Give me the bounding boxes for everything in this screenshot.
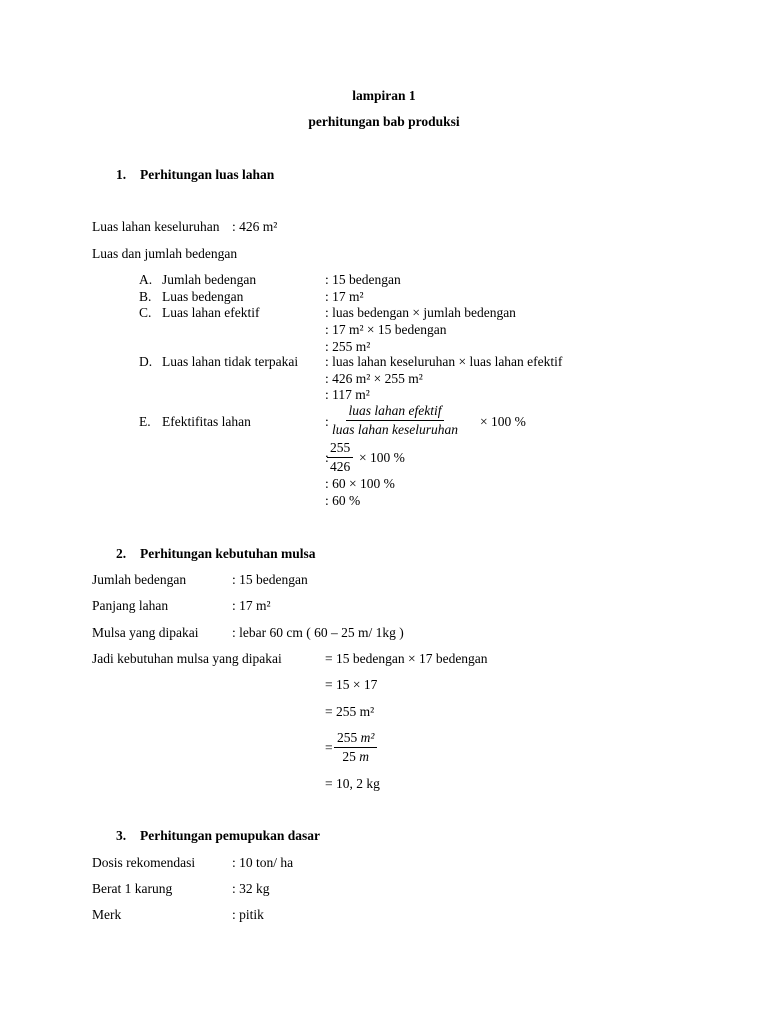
denominator-number: 25 bbox=[342, 748, 356, 764]
section-1-heading: Perhitungan luas lahan bbox=[140, 167, 275, 182]
document-title: lampiran 1 bbox=[352, 88, 416, 103]
mulch-equation: = 255 m² bbox=[325, 704, 375, 719]
numerator-unit: m² bbox=[360, 730, 375, 745]
item-c-line: : 17 m² × 15 bedengan bbox=[325, 322, 447, 337]
item-a-label: Jumlah bedengan bbox=[162, 272, 257, 287]
item-c-letter: C. bbox=[139, 305, 152, 320]
fraction-denominator: luas lahan keseluruhan bbox=[332, 421, 458, 437]
section-3-heading: Perhitungan pemupukan dasar bbox=[140, 828, 321, 843]
item-d-line: : luas lahan keseluruhan × luas lahan efektif bbox=[325, 354, 563, 369]
row-value: : 10 ton/ ha bbox=[232, 855, 294, 870]
fraction-denominator: 426 bbox=[330, 458, 351, 474]
numerator-number: 255 bbox=[337, 730, 358, 745]
beds-intro: Luas dan jumlah bedengan bbox=[92, 246, 238, 261]
efficiency-fraction bbox=[329, 404, 461, 436]
fraction-numerator: luas lahan efektif bbox=[346, 404, 445, 421]
section-3-number: 3. bbox=[116, 828, 127, 843]
item-d-letter: D. bbox=[139, 354, 153, 369]
row-value: : pitik bbox=[232, 907, 264, 922]
item-b-letter: B. bbox=[139, 289, 152, 304]
item-d-line: : 426 m² × 255 m² bbox=[325, 371, 423, 386]
item-d-line: : 117 m² bbox=[325, 387, 370, 402]
item-e-colon: : bbox=[325, 414, 329, 429]
efficiency-fraction-values bbox=[327, 441, 353, 473]
item-a-letter: A. bbox=[139, 272, 153, 287]
fraction-numerator: 255 bbox=[327, 441, 353, 458]
item-e-line: : 60 % bbox=[325, 493, 361, 508]
row-value: : 15 bedengan bbox=[232, 572, 308, 587]
item-e-times-2: × 100 % bbox=[359, 450, 405, 465]
item-e-times: × 100 % bbox=[480, 414, 526, 429]
row-label: Jumlah bedengan bbox=[92, 572, 187, 587]
row-label: Mulsa yang dipakai bbox=[92, 625, 199, 640]
mulch-result-label: Jadi kebutuhan mulsa yang dipakai bbox=[92, 651, 282, 666]
row-label: Dosis rekomendasi bbox=[92, 855, 196, 870]
item-c-line: : 255 m² bbox=[325, 339, 371, 354]
row-label: Berat 1 karung bbox=[92, 881, 173, 896]
mulch-equation: = 10, 2 kg bbox=[325, 776, 380, 791]
row-value: : lebar 60 cm ( 60 – 25 m/ 1kg ) bbox=[232, 625, 404, 640]
total-area-value: : 426 m² bbox=[232, 219, 278, 234]
item-b-value: : 17 m² bbox=[325, 289, 364, 304]
document-subtitle: perhitungan bab produksi bbox=[308, 114, 460, 129]
section-1-number: 1. bbox=[116, 167, 127, 182]
fraction-denominator bbox=[339, 748, 372, 764]
mulch-equation: = 15 × 17 bbox=[325, 677, 378, 692]
denominator-unit: m bbox=[359, 748, 370, 764]
fraction-numerator bbox=[334, 731, 377, 748]
item-e-letter: E. bbox=[139, 414, 151, 429]
total-area-label: Luas lahan keseluruhan bbox=[92, 219, 220, 234]
mulch-equals: = bbox=[325, 740, 333, 755]
mulch-fraction bbox=[334, 731, 377, 763]
row-value: : 32 kg bbox=[232, 881, 270, 896]
item-c-line: : luas bedengan × jumlah bedengan bbox=[325, 305, 516, 320]
item-a-value: : 15 bedengan bbox=[325, 272, 401, 287]
item-e-colon-2: : bbox=[325, 450, 329, 465]
section-2-heading: Perhitungan kebutuhan mulsa bbox=[140, 546, 316, 561]
item-c-label: Luas lahan efektif bbox=[162, 305, 260, 320]
section-2-number: 2. bbox=[116, 546, 127, 561]
item-d-label: Luas lahan tidak terpakai bbox=[162, 354, 299, 369]
item-b-label: Luas bedengan bbox=[162, 289, 244, 304]
item-e-label: Efektifitas lahan bbox=[162, 414, 251, 429]
row-label: Panjang lahan bbox=[92, 598, 169, 613]
row-value: : 17 m² bbox=[232, 598, 271, 613]
row-label: Merk bbox=[92, 907, 122, 922]
item-e-line: : 60 × 100 % bbox=[325, 476, 395, 491]
mulch-equation: = 15 bedengan × 17 bedengan bbox=[325, 651, 488, 666]
